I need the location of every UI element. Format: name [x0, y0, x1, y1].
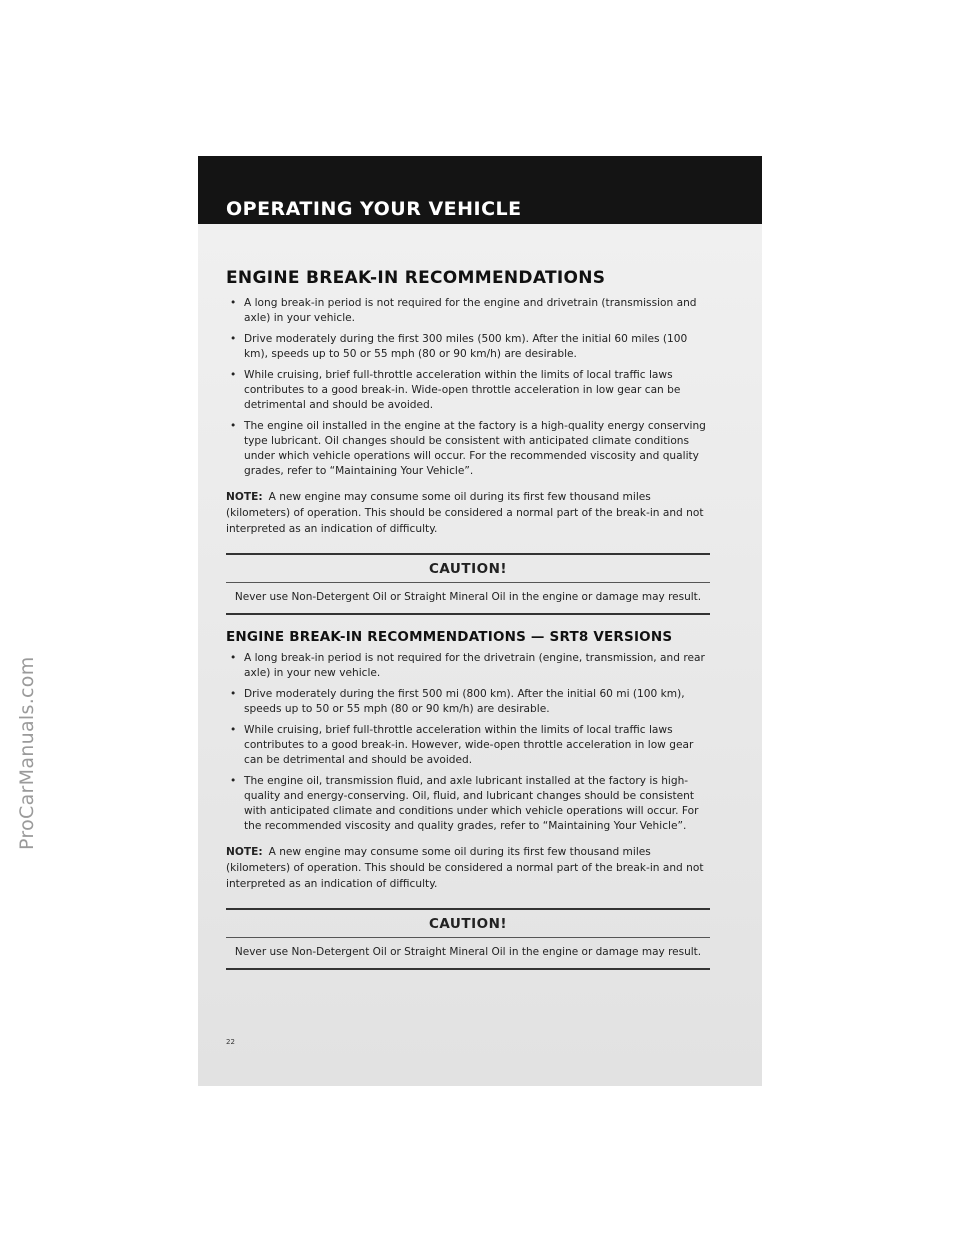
note-label: NOTE: [226, 846, 263, 858]
note-text: A new engine may consume some oil during its first few thousand miles (kilometers) of operation. This should be considered a normal part of the break-in and not interpreted as an indication of difficulty. [226, 491, 704, 535]
watermark-text: ProCarManuals.com [16, 656, 38, 850]
section2-bullet: • A long break-in period is not required for the drivetrain (engine, transmission, and rear axle) in your new vehicle. [226, 651, 710, 681]
section2-caution-box [226, 908, 710, 970]
section1-note [226, 489, 710, 537]
section1-bullet: • The engine oil installed in the engine at the factory is a high-quality energy conserving type lubricant. Oil changes should be consistent with anticipated climate conditions under which vehicle operations will occur. For the recommended viscosity and quality grades, refer to “Maintaining Your Vehicle”. [226, 419, 710, 479]
caution-text: Never use Non-Detergent Oil or Straight Mineral Oil in the engine or damage may result. [234, 591, 702, 603]
section2-heading: ENGINE BREAK-IN RECOMMENDATIONS — SRT8 VERSIONS [226, 629, 673, 645]
note-text: A new engine may consume some oil during its first few thousand miles (kilometers) of operation. This should be considered a normal part of the break-in and not interpreted as an indication of difficulty. [226, 846, 704, 890]
page-number: 22 [226, 1038, 235, 1046]
section1-caution-box [226, 553, 710, 615]
section2-bullet: • While cruising, brief full-throttle acceleration within the limits of local traffic laws contributes to a good break-in. However, wide-open throttle acceleration in low gear can be detrimental and should be avoided. [226, 723, 710, 768]
caution-title: CAUTION! [428, 916, 508, 932]
section1-heading: ENGINE BREAK-IN RECOMMENDATIONS [226, 268, 606, 288]
section2-bullet: • The engine oil, transmission fluid, and axle lubricant installed at the factory is high-quality and energy-conserving. Oil, fluid, and lubricant changes should be consistent with anticipated climate and conditions under which vehicle operations will occur. For the recommended viscosity and quality grades, refer to “Maintaining Your Vehicle”. [226, 774, 710, 834]
caution-text: Never use Non-Detergent Oil or Straight Mineral Oil in the engine or damage may result. [234, 946, 702, 958]
section1-bullet: • Drive moderately during the first 300 miles (500 km). After the initial 60 miles (100 km), speeds up to 50 or 55 mph (80 or 90 km/h) are desirable. [226, 332, 710, 362]
note-label: NOTE: [226, 491, 263, 503]
section1-bullet: • A long break-in period is not required for the engine and drivetrain (transmission and axle) in your vehicle. [226, 296, 710, 326]
page-content [226, 268, 710, 984]
section2-bullet: • Drive moderately during the first 500 mi (800 km). After the initial 60 mi (100 km), speeds up to 50 or 55 mph (80 or 90 km/h) are desirable. [226, 687, 710, 717]
section-header-bar [198, 156, 762, 224]
section2-bullet-list [226, 651, 710, 834]
section2-note [226, 844, 710, 892]
caution-divider [226, 937, 710, 938]
caution-divider [226, 582, 710, 583]
section1-bullet-list [226, 296, 710, 479]
watermark [0, 0, 38, 1242]
section-title: OPERATING YOUR VEHICLE [226, 198, 522, 220]
section1-bullet: • While cruising, brief full-throttle acceleration within the limits of local traffic laws contributes to a good break-in. Wide-open throttle acceleration in low gear can be detrimental and should be avoided. [226, 368, 710, 413]
caution-title: CAUTION! [428, 561, 508, 577]
